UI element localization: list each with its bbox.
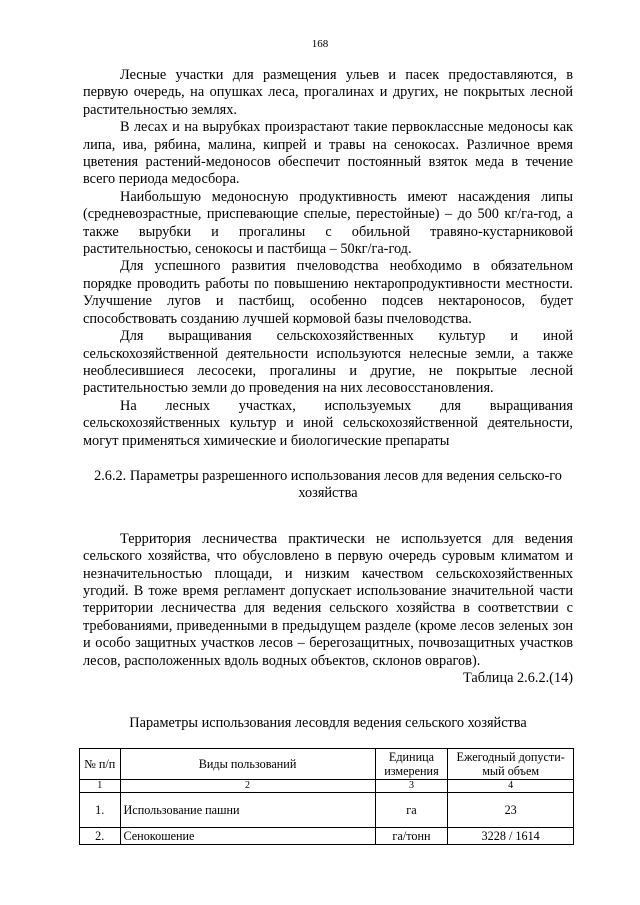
table-column-index-row	[80, 779, 574, 792]
paragraph: Для успешного развития пчеловодства необходимо в обязательном порядке проводить работы по повышению нектаропродуктивности местности. Улучшение лугов и пастбищ, особенно подсев нектароносов, будет способствовать созданию лучшей кормовой базы пчеловодства.	[83, 258, 573, 327]
table-row	[80, 827, 574, 844]
parameters-table	[79, 748, 574, 845]
header-unit: Единица измерения	[375, 748, 448, 779]
table-label: Таблица 2.6.2.(14)	[463, 670, 573, 686]
header-usage-type: Виды пользований	[120, 748, 375, 779]
row-usage-type: Сенокошение	[120, 827, 375, 844]
row-num: 1.	[80, 792, 121, 827]
row-annual-volume: 23	[448, 792, 574, 827]
paragraph: В лесах и на вырубках произрастают такие первоклассные медоносы как липа, ива, рябина, малина, кипрей и травы на сенокосах. Различное время цветения растений-медоносов обеспечит постоянный взяток меда в течение всего периода медосбора.	[83, 119, 573, 188]
section-heading: 2.6.2. Параметры разрешенного использования лесов для ведения сельско-го хозяйства	[94, 467, 562, 502]
page-number: 168	[311, 38, 329, 50]
column-index: 3	[375, 779, 448, 792]
paragraph: Лесные участки для размещения ульев и пасек предоставляются, в первую очередь, на опушках леса, прогалинах и других, не покрытых лесной растительностью землях.	[83, 67, 573, 118]
section-paragraph: Территория лесничества практически не используется для ведения сельского хозяйства, что обусловлено в первую очередь суровым климатом и незначительностью площади, и низким качеством сельскохозяйственных угодий. В тоже время регламент допускает использование значительной части территории лесничества для ведения сельского хозяйства в соответствии с требованиями, приведенными в предыдущем разделе (кроме лесов зеленых зон и особо защитных участков лесов – берегозащитных, почвозащитных участков лесов, расположенных вдоль водных объектов, склонов оврагов).	[83, 530, 573, 669]
header-num: № п/п	[80, 748, 121, 779]
table-row	[80, 792, 574, 827]
page-content	[83, 67, 573, 845]
column-index: 1	[80, 779, 121, 792]
row-unit: га/тонн	[375, 827, 448, 844]
row-unit: га	[375, 792, 448, 827]
row-num: 2.	[80, 827, 121, 844]
column-index: 4	[448, 779, 574, 792]
table-header-row	[80, 748, 574, 779]
paragraph: Для выращивания сельскохозяйственных культур и иной сельскохозяйственной деятельности используются нелесные земли, а также необлесившиеся лесосеки, прогалины и другие, не покрытые лесной растительностью земли до проведения на них лесовосстановления.	[83, 328, 573, 397]
column-index: 2	[120, 779, 375, 792]
row-annual-volume: 3228 / 1614	[448, 827, 574, 844]
paragraph: Наибольшую медоносную продуктивность имеют насаждения липы (средневозрастные, приспевающие спелые, перестойные) – до 500 кг/га-год, а также вырубки и прогалины с обильной травяно-кустарниковой растительностью, сенокосы и пастбища – 50кг/га-год.	[83, 188, 573, 258]
row-usage-type: Использование пашни	[120, 792, 375, 827]
header-annual-volume: Ежегодный допусти-мый объем	[448, 748, 574, 779]
paragraph: На лесных участках, используемых для выращивания сельскохозяйственных культур и иной сельскохозяйственной деятельности, могут применяться химические и биологические препараты	[83, 397, 573, 449]
table-title: Параметры использования лесовдля ведения сельского хозяйства	[129, 715, 527, 732]
